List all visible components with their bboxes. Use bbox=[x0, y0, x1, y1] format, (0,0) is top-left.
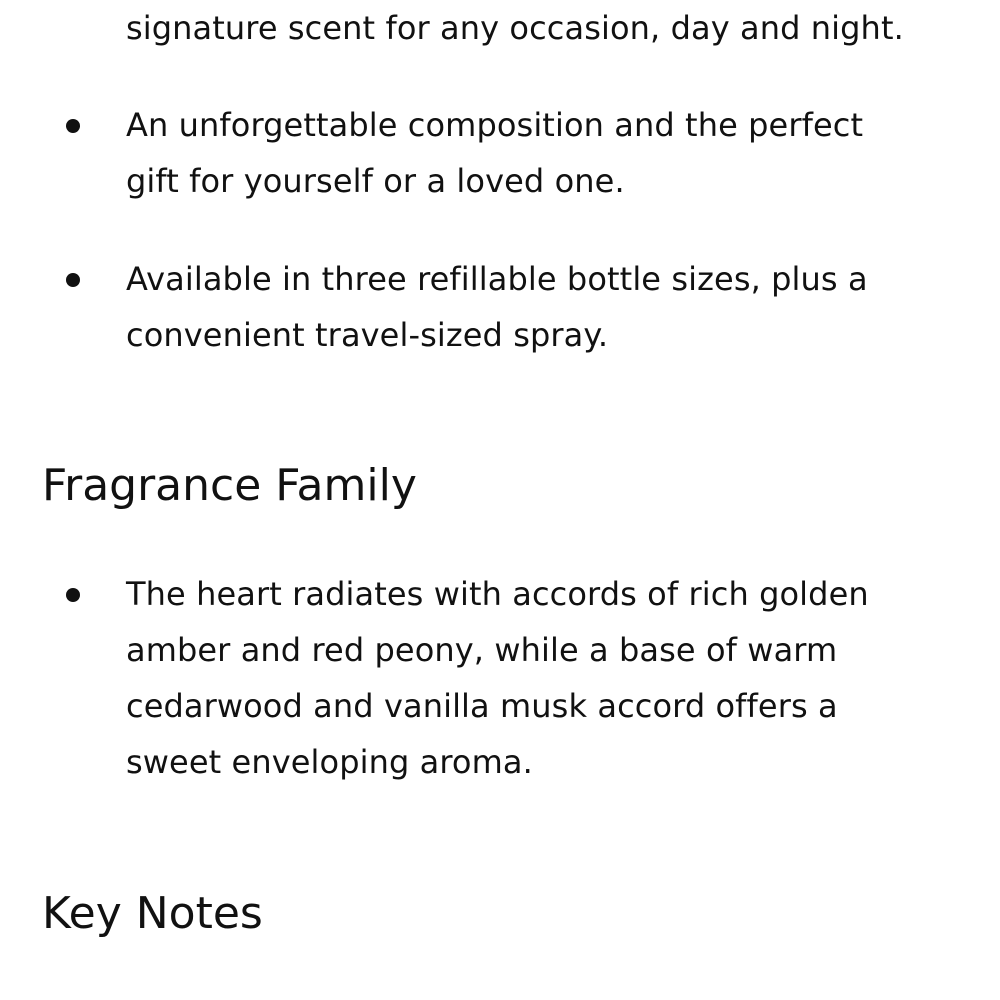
bullet-line: convenient travel-sized spray. bbox=[126, 316, 609, 354]
bullet-dot bbox=[66, 119, 80, 133]
bullet-line: The heart radiates with accords of rich golden bbox=[126, 575, 869, 613]
bullet-dot bbox=[66, 588, 80, 602]
bullet-line: Available in three refillable bottle sizes, plus a bbox=[126, 260, 868, 298]
section-heading-fragrance-family: Fragrance Family bbox=[42, 460, 417, 511]
bullet-line: gift for yourself or a loved one. bbox=[126, 162, 625, 200]
bullet-dot bbox=[66, 273, 80, 287]
bullet-continuation-line: signature scent for any occasion, day and night. bbox=[126, 9, 904, 47]
section-heading-key-notes: Key Notes bbox=[42, 888, 263, 939]
bullet-line: sweet enveloping aroma. bbox=[126, 743, 533, 781]
bullet-line: An unforgettable composition and the perfect bbox=[126, 106, 864, 144]
bullet-line: cedarwood and vanilla musk accord offers a bbox=[126, 687, 838, 725]
bullet-line: amber and red peony, while a base of warm bbox=[126, 631, 838, 669]
